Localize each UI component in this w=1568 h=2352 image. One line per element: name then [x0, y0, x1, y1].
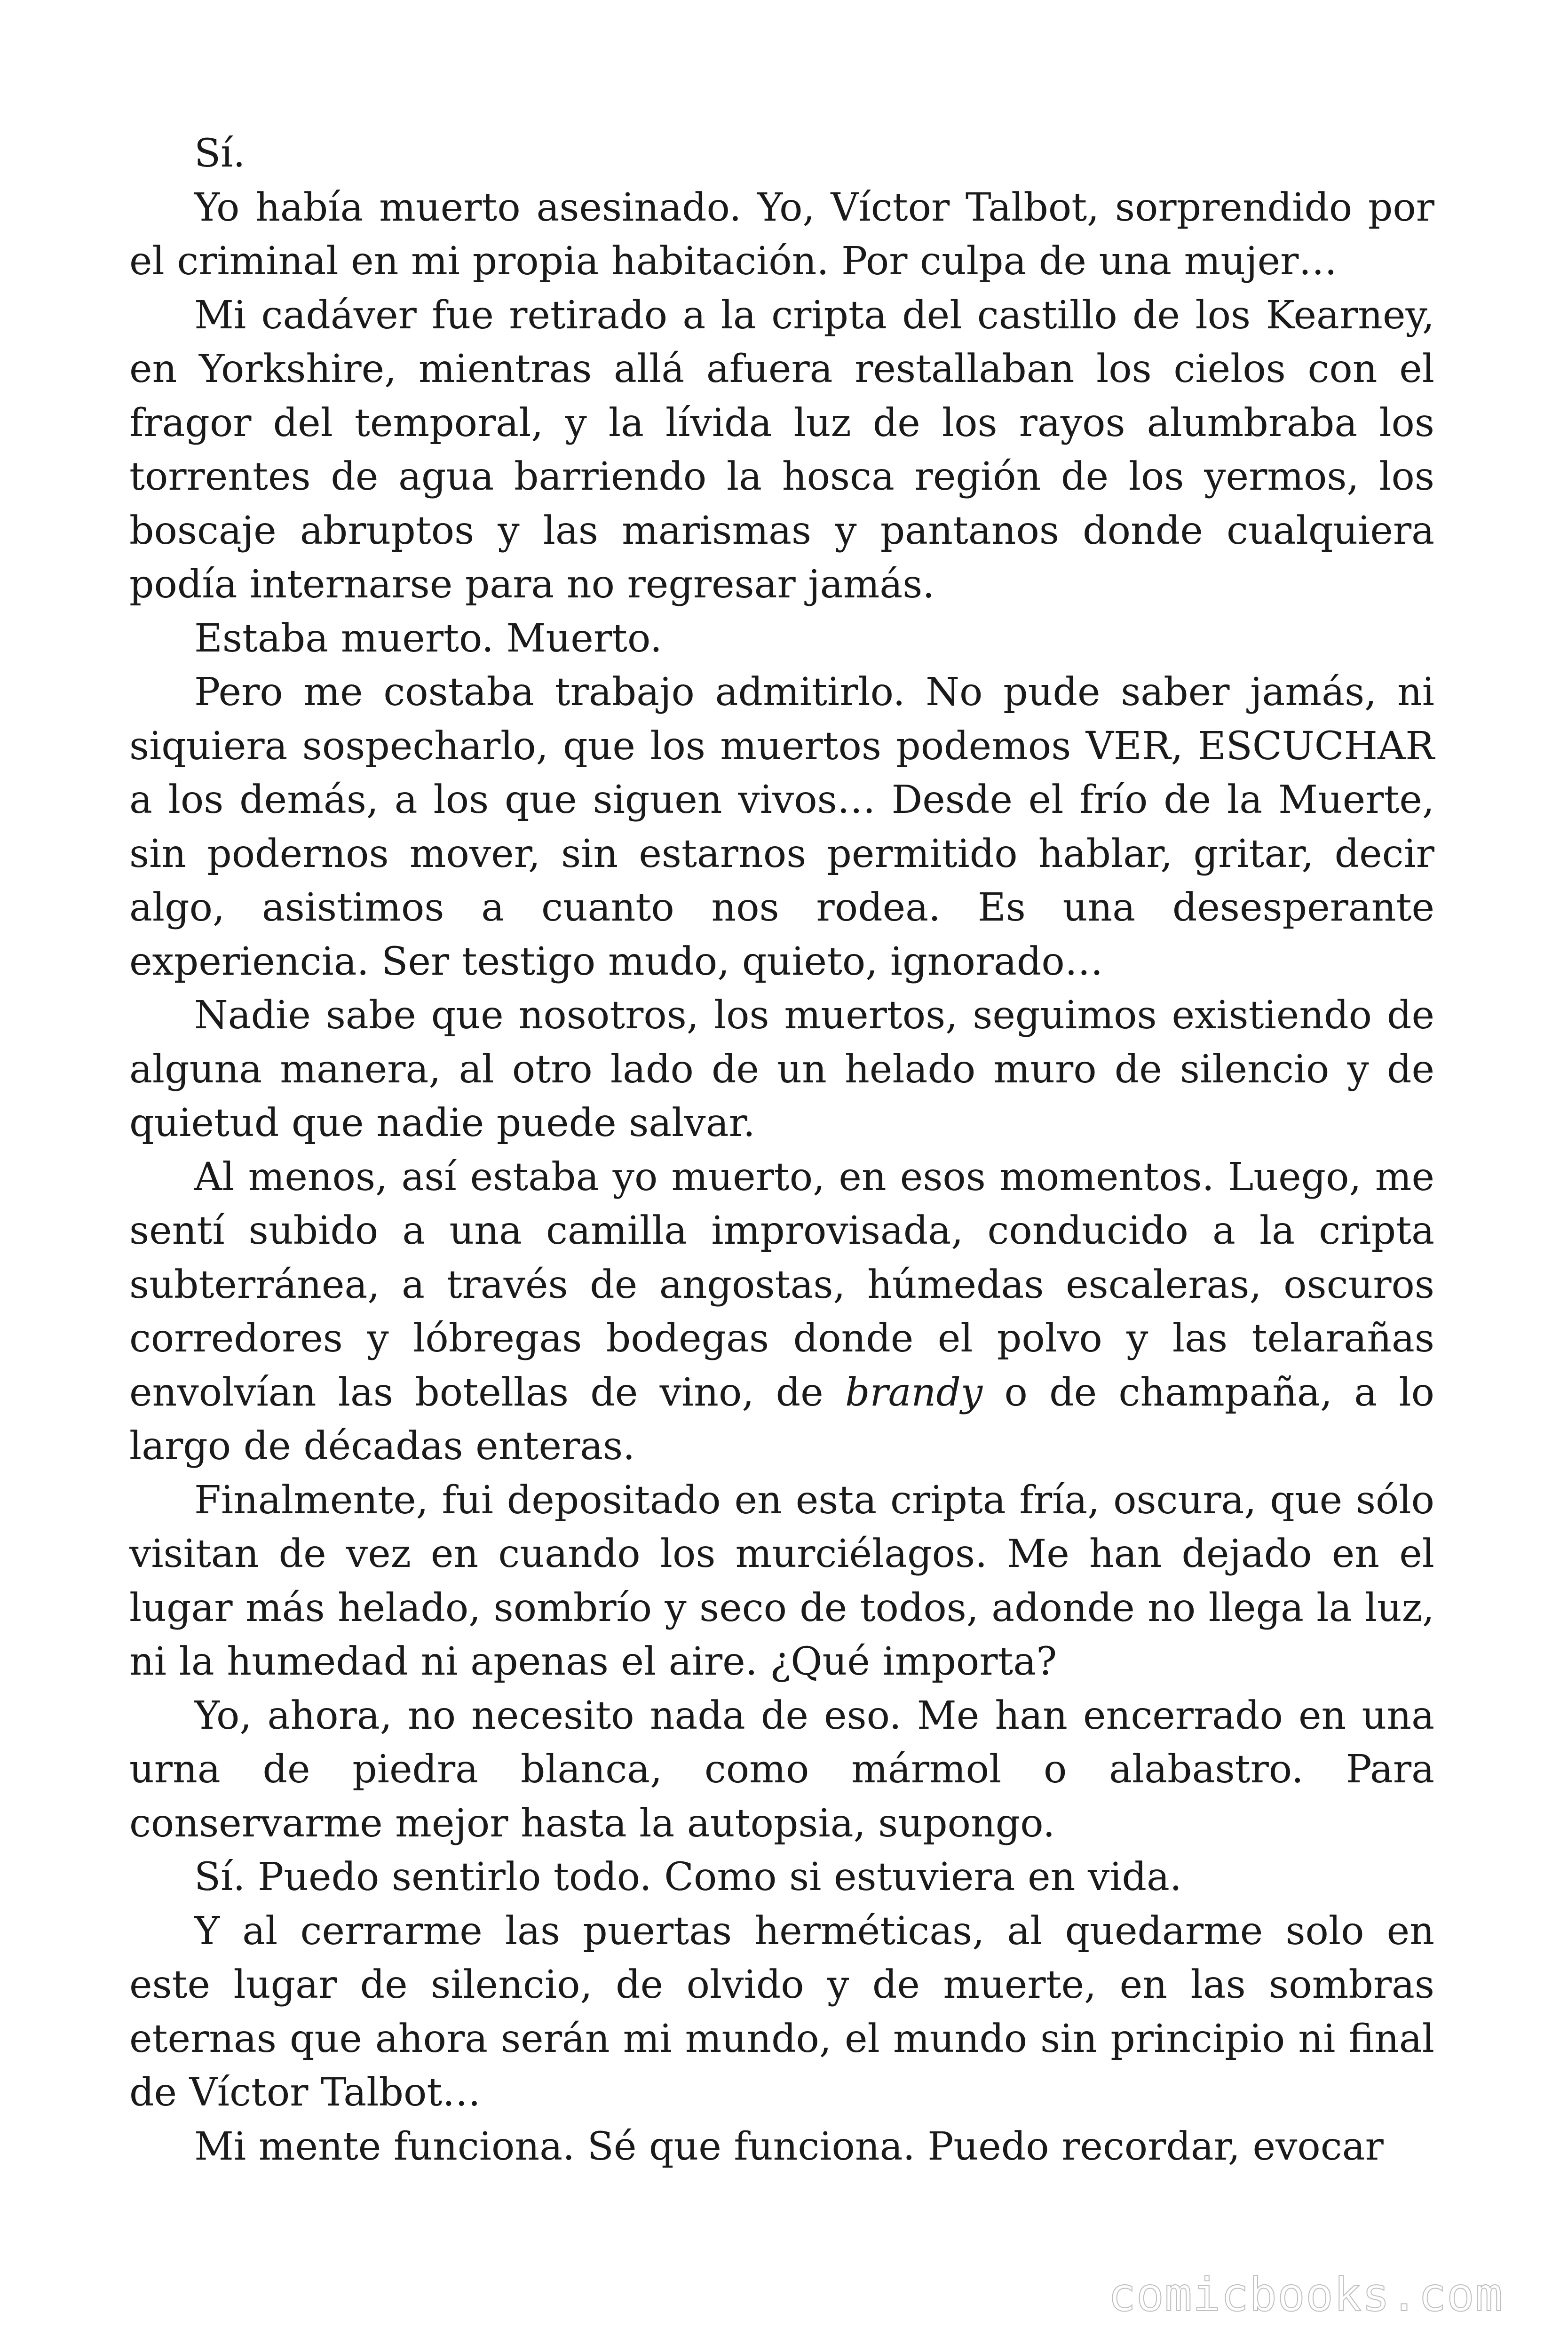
paragraph: Estaba muerto. Muerto.: [194, 616, 662, 661]
paragraph: Mi mente funciona. Sé que funciona. Puedo recordar, evocar: [194, 2124, 1384, 2169]
watermark: comicbooks.com: [1108, 2268, 1503, 2322]
paragraph: Y al cerrarme las puertas herméticas, al quedarme solo en este lugar de silencio, de olvido y de muerte, en las sombras eternas que ahora serán mi mundo, el mundo sin principio ni final de Víctor Talbot…: [129, 1908, 1434, 2115]
paragraph: Nadie sabe que nosotros, los muertos, seguimos existiendo de alguna manera, al otro lado de un helado muro de silencio y de quietud que nadie puede salvar.: [129, 993, 1434, 1145]
paragraph: Finalmente, fui depositado en esta cripta fría, oscura, que sólo visitan de vez en cuando los murciélagos. Me han dejado en el lugar más helado, sombrío y seco de todos, adonde no llega la luz, ni la humedad ni apenas el aire. ¿Qué importa?: [129, 1478, 1434, 1684]
paragraph: Pero me costaba trabajo admitirlo. No pude saber jamás, ni siquiera sospecharlo, que los muertos podemos VER, ESCUCHAR a los demás, a los que siguen vivos… Desde el frío de la Muerte, sin podernos mover, sin estarnos permitido hablar, gritar, decir algo, asistimos a cuanto nos rodea. Es una desesperante experiencia. Ser testigo mudo, quieto, ignorado…: [129, 670, 1434, 984]
italic-word: brandy: [845, 1370, 983, 1415]
paragraph: Yo, ahora, no necesito nada de eso. Me han encerrado en una urna de piedra blanca, como mármol o alabastro. Para conservarme mejor hasta la autopsia, supongo.: [129, 1693, 1434, 1846]
paragraph-text: o de champaña, a lo largo de décadas enteras.: [129, 1370, 1435, 1469]
page-body-text: [129, 127, 1434, 2174]
paragraph: Sí. Puedo sentirlo todo. Como si estuviera en vida.: [194, 1855, 1182, 1899]
paragraph: [129, 1151, 1434, 1474]
paragraph: Sí.: [194, 131, 245, 176]
paragraph: Mi cadáver fue retirado a la cripta del castillo de los Kearney, en Yorkshire, mientras allá afuera restallaban los cielos con el fragor del temporal, y la lívida luz de los rayos alumbraba los torrentes de agua barriendo la hosca región de los yermos, los boscaje abruptos y las marismas y pantanos donde cualquiera podía internarse para no regresar jamás.: [129, 293, 1434, 607]
paragraph: Yo había muerto asesinado. Yo, Víctor Talbot, sorprendido por el criminal en mi propia habitación. Por culpa de una mujer…: [129, 185, 1434, 284]
paragraph-text: Al menos, así estaba yo muerto, en esos momentos. Luego, me sentí subido a una camilla improvisada, conducido a la cripta subterránea, a través de angostas, húmedas escaleras, oscuros corredores y lóbregas bodegas donde el polvo y las telarañas envolvían las botellas de vino, de: [129, 1154, 1434, 1415]
